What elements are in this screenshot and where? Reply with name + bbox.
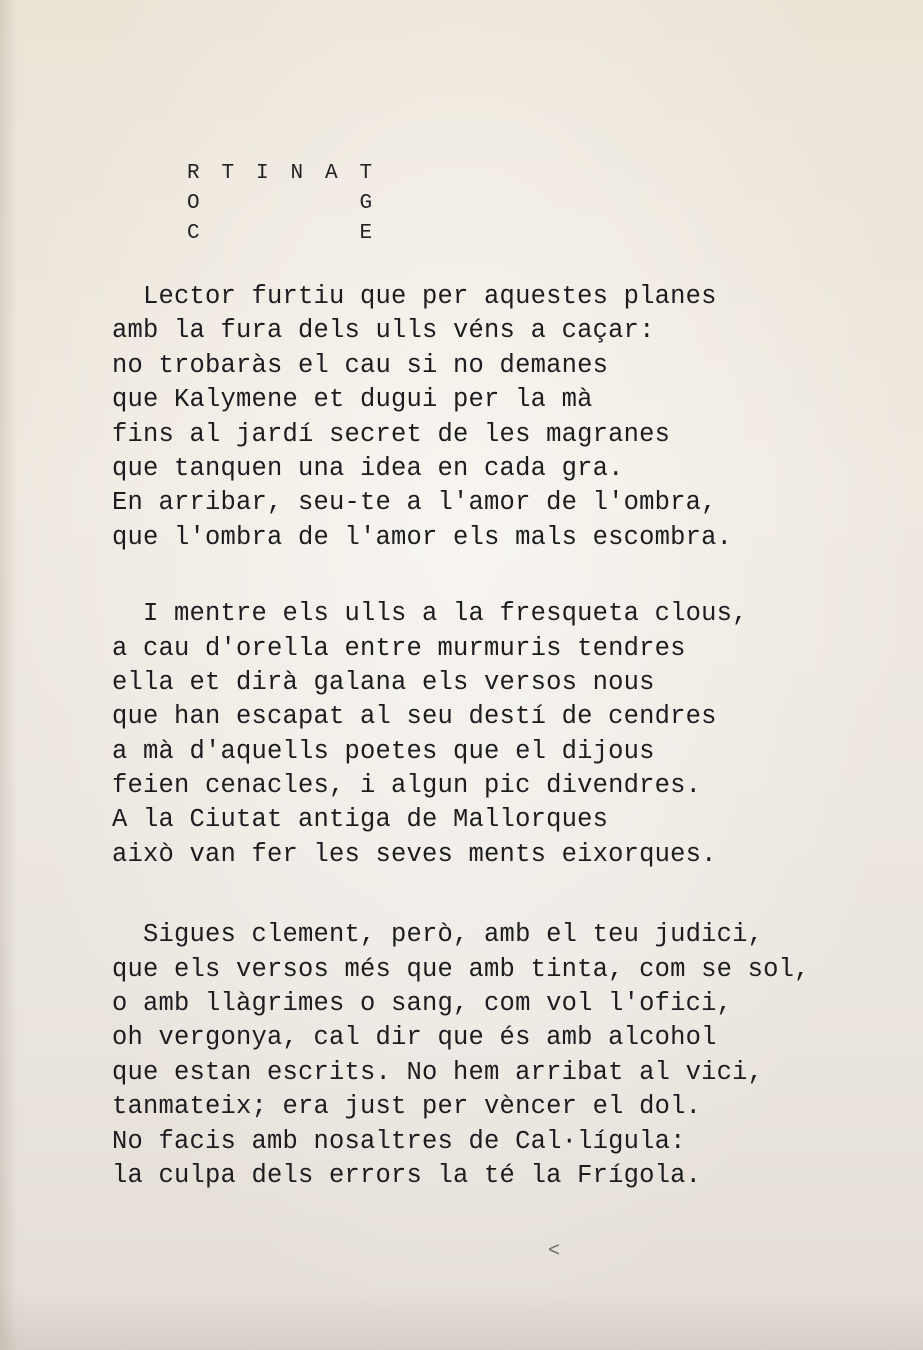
poem-line: A la Ciutat antiga de Mallorques (112, 805, 609, 835)
poem-line: que estan escrits. No hem arribat al vici, (112, 1057, 764, 1087)
stanza-2 (112, 597, 902, 872)
poem-line: fins al jardí secret de les magranes (112, 419, 671, 449)
acrostic-letter: G (359, 191, 373, 215)
poem-line: no trobaràs el cau si no demanes (112, 350, 609, 380)
acrostic-letter: N (290, 161, 304, 185)
acrostic-row-top (176, 158, 383, 188)
poem-line: No facis amb nosaltres de Cal·lígula: (112, 1126, 686, 1156)
page-edge-shadow (0, 0, 18, 1350)
acrostic-letter: A (324, 161, 338, 185)
poem-line: Lector furtiu que per aquestes planes (112, 282, 717, 311)
poem-line: I mentre els ulls a la fresqueta clous, (112, 599, 748, 629)
acrostic-title (176, 158, 383, 248)
poem-line: o amb llàgrimes o sang, com vol l'ofici, (112, 989, 733, 1019)
poem-line: això van fer les seves ments eixorques. (112, 839, 717, 869)
acrostic-letter: O (186, 191, 200, 215)
poem-line: ella et dirà galana els versos nous (112, 667, 655, 697)
poem-line: a mà d'aquells poetes que el dijous (112, 736, 655, 766)
poem-line: oh vergonya, cal dir que és amb alcohol (112, 1023, 717, 1053)
poem-line: la culpa dels errors la té la Frígola. (112, 1160, 702, 1190)
acrostic-letter: E (359, 221, 373, 245)
bottom-pencil-mark: < (548, 1240, 561, 1263)
poem-line: que han escapat al seu destí de cendres (112, 702, 717, 732)
poem (112, 280, 902, 1193)
stanza-spacer (112, 555, 902, 597)
poem-line: amb la fura dels ulls véns a caçar: (112, 316, 655, 346)
acrostic-row-middle (176, 188, 383, 218)
acrostic-letter: R (186, 161, 200, 185)
poem-line: que els versos més que amb tinta, com se sol, (112, 954, 810, 984)
stanza-1 (112, 280, 902, 555)
page-bottom-shadow (0, 1290, 923, 1350)
stanza-spacer (112, 872, 902, 918)
acrostic-letter: C (186, 221, 200, 245)
poem-line: que Kalymene et dugui per la mà (112, 385, 593, 415)
poem-line: que l'ombra de l'amor els mals escombra. (112, 522, 733, 552)
stanza-3 (112, 918, 902, 1193)
poem-line: a cau d'orella entre murmuris tendres (112, 633, 686, 663)
poem-line: tanmateix; era just per vèncer el dol. (112, 1092, 702, 1122)
acrostic-row-bottom (176, 218, 383, 248)
acrostic-letter: T (359, 161, 373, 185)
poem-line: En arribar, seu-te a l'amor de l'ombra, (112, 488, 717, 518)
poem-line: que tanquen una idea en cada gra. (112, 453, 624, 483)
acrostic-letter: I (255, 161, 269, 185)
poem-line: feien cenacles, i algun pic divendres. (112, 771, 702, 801)
poem-line: Sigues clement, però, amb el teu judici, (112, 920, 764, 950)
acrostic-letter: T (221, 161, 235, 185)
